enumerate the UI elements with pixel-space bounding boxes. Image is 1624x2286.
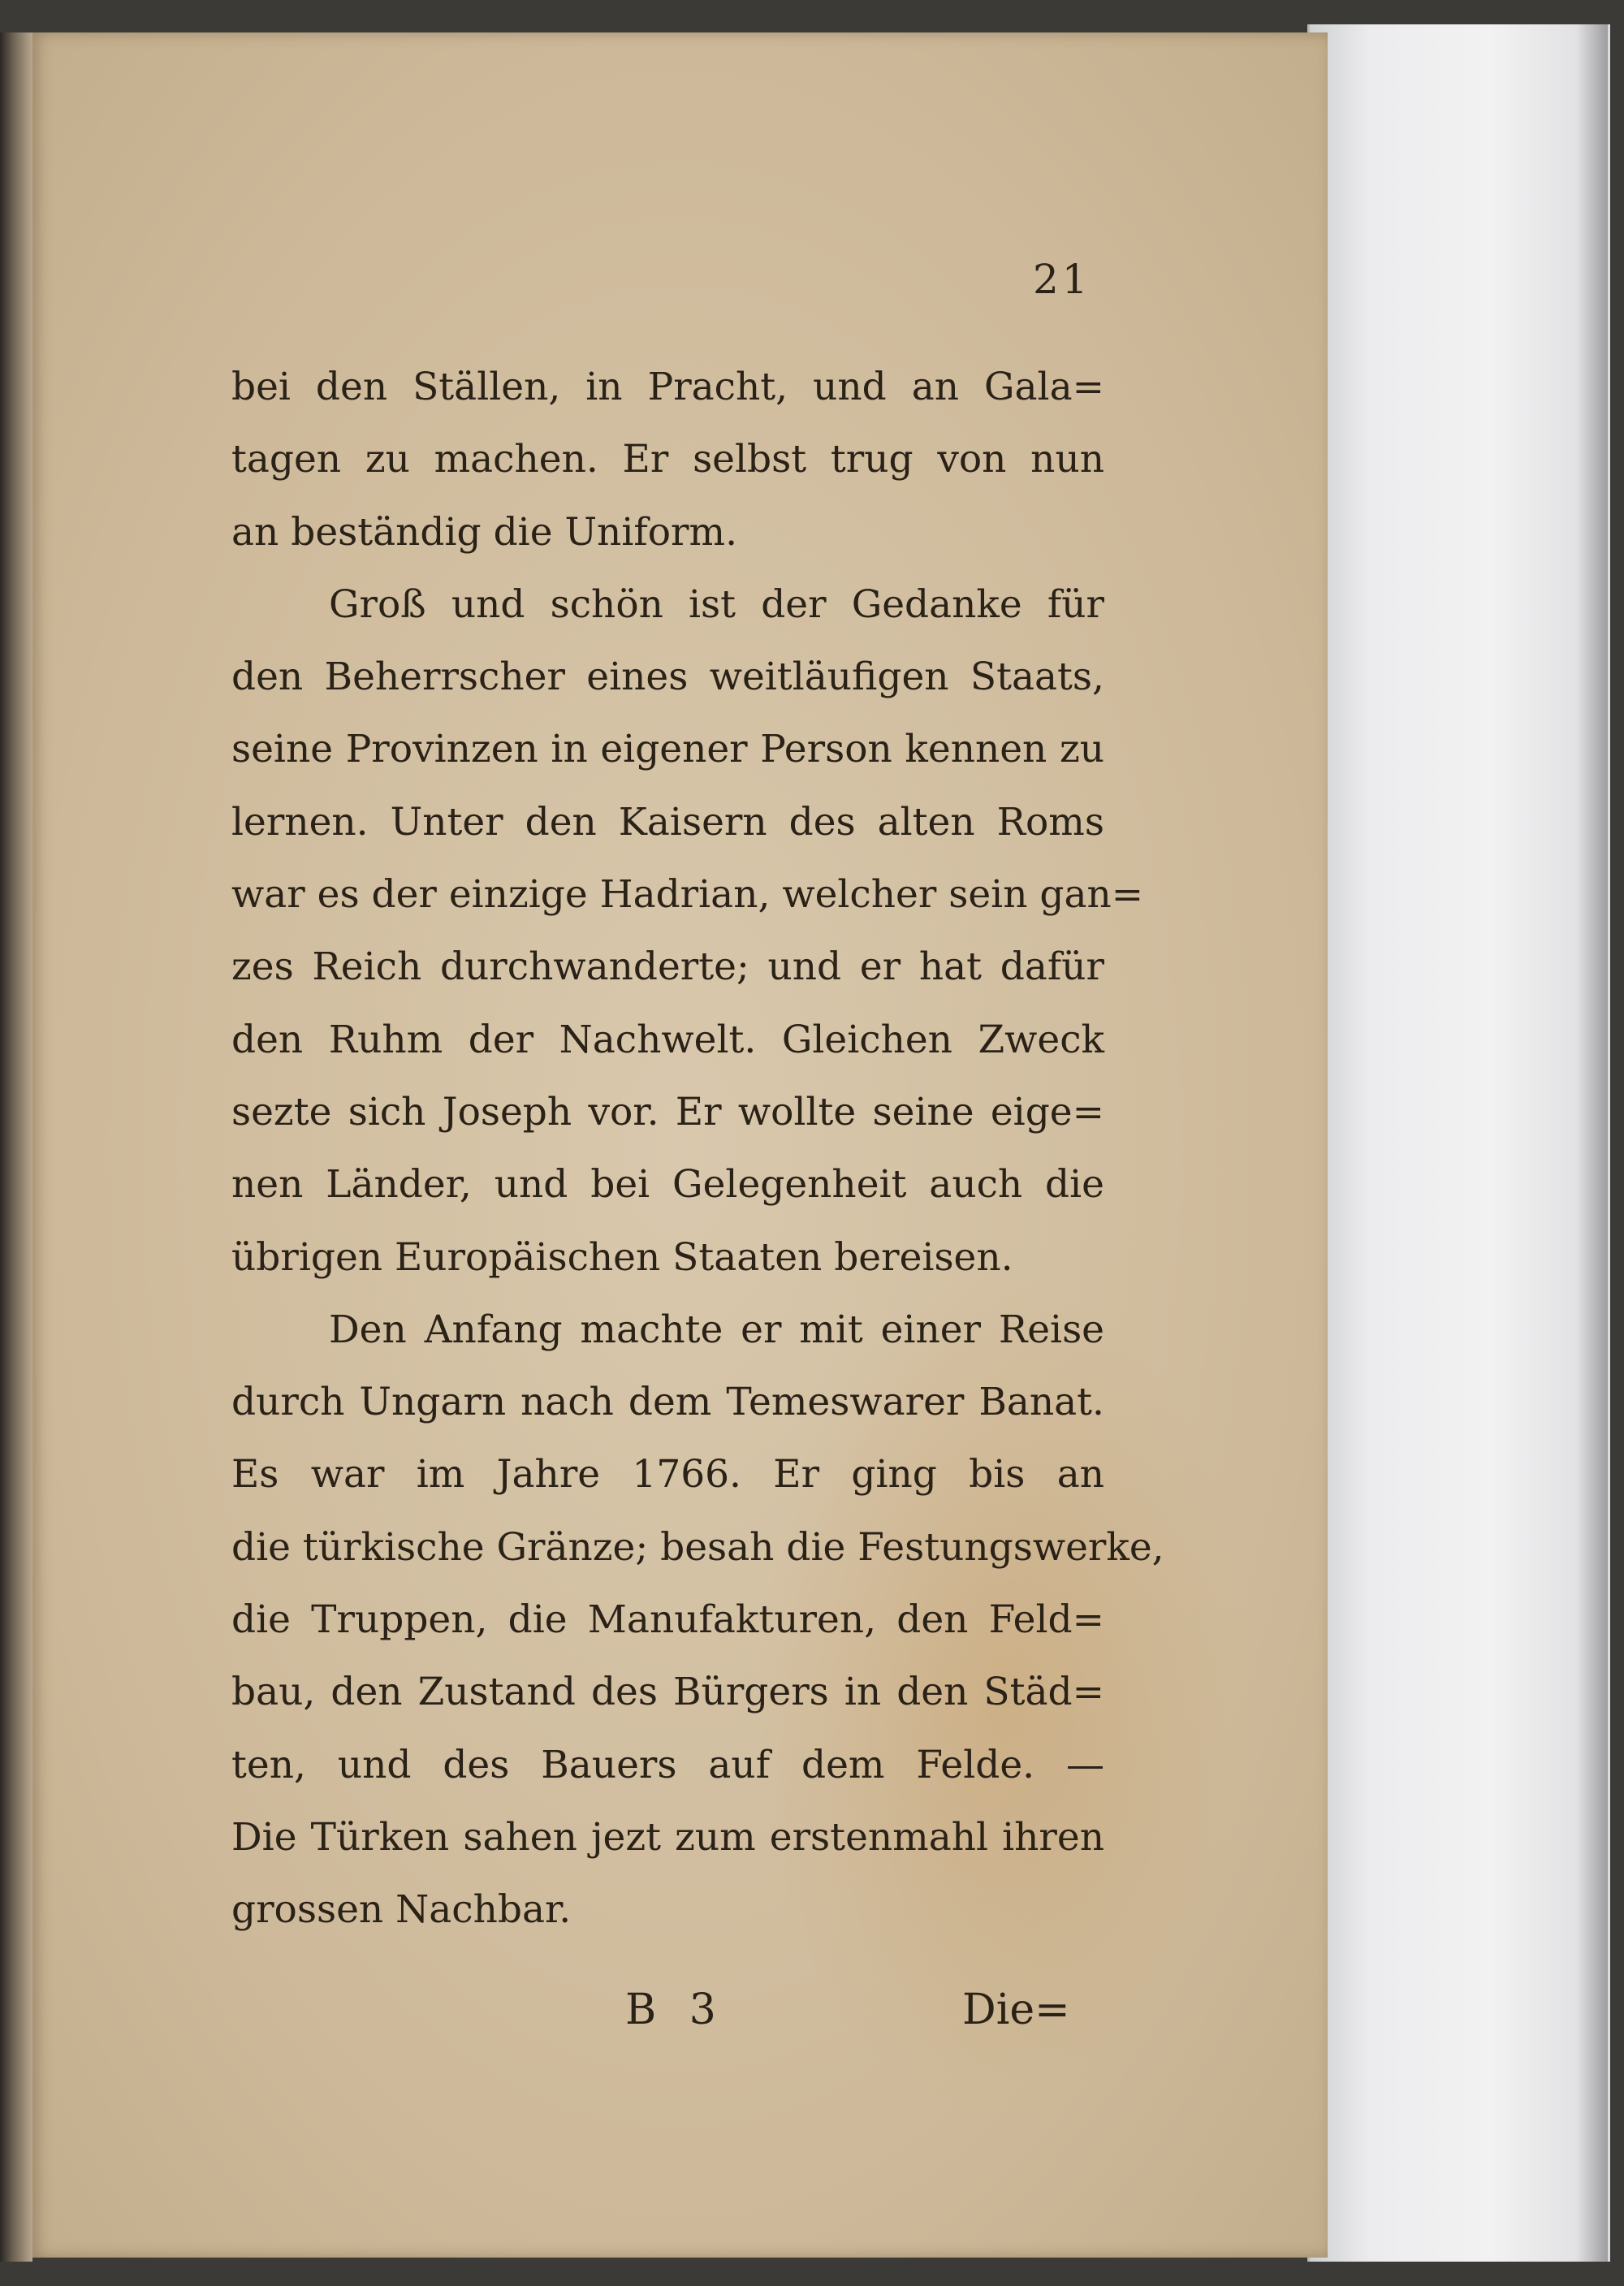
- text-line: zes Reich durchwanderte; und er hat dafür: [231, 944, 1104, 990]
- text-line: Groß und schön ist der Gedanke für: [329, 581, 1104, 627]
- text-line: war es der einzige Hadrian, welcher sein gan=: [231, 872, 1144, 918]
- text-line: Es war im Jahre 1766. Er ging bis an: [231, 1452, 1104, 1497]
- text-line: durch Ungarn nach dem Temeswarer Banat.: [231, 1380, 1104, 1425]
- catchword: Die=: [962, 1986, 1070, 2034]
- body-text: [231, 351, 1164, 1947]
- text-line: sezte sich Joseph vor. Er wollte seine eige=: [231, 1089, 1104, 1134]
- text-line: bei den Ställen, in Pracht, und an Gala=: [231, 365, 1104, 409]
- text-line: an beständig die Uniform.: [231, 509, 738, 555]
- text-line: die türkische Gränze; besah die Festungswerke,: [231, 1524, 1164, 1570]
- text-line: die Truppen, die Manufakturen, den Feld=: [231, 1597, 1104, 1643]
- text-line: tagen zu machen. Er selbst trug von nun: [231, 437, 1104, 482]
- text-line: bau, den Zustand des Bürgers in den Städ=: [231, 1670, 1104, 1715]
- text-line: Den Anfang machte er mit einer Reise: [329, 1307, 1104, 1352]
- text-line: ten, und des Bauers auf dem Felde. —: [231, 1742, 1104, 1787]
- backing-board-edge: [1575, 24, 1608, 2262]
- adjacent-page-edge: [0, 32, 32, 2262]
- signature-mark: B 3: [625, 1986, 726, 2034]
- text-line: den Beherrscher eines weitläufigen Staats,: [231, 655, 1104, 700]
- text-line: den Ruhm der Nachwelt. Gleichen Zweck: [231, 1017, 1104, 1062]
- backing-board: [1307, 24, 1610, 2262]
- text-line: nen Länder, und bei Gelegenheit auch die: [231, 1162, 1104, 1208]
- text-line: seine Provinzen in eigener Person kennen zu: [231, 727, 1104, 772]
- text-line: grossen Nachbar.: [231, 1887, 572, 1933]
- book-page: [32, 32, 1328, 2258]
- text-line: Die Türken sahen jezt zum erstenmahl ihren: [231, 1814, 1104, 1860]
- text-line: übrigen Europäischen Staaten bereisen.: [231, 1234, 1013, 1280]
- text-line: lernen. Unter den Kaisern des alten Roms: [231, 799, 1104, 845]
- page-number: 21: [1033, 256, 1091, 303]
